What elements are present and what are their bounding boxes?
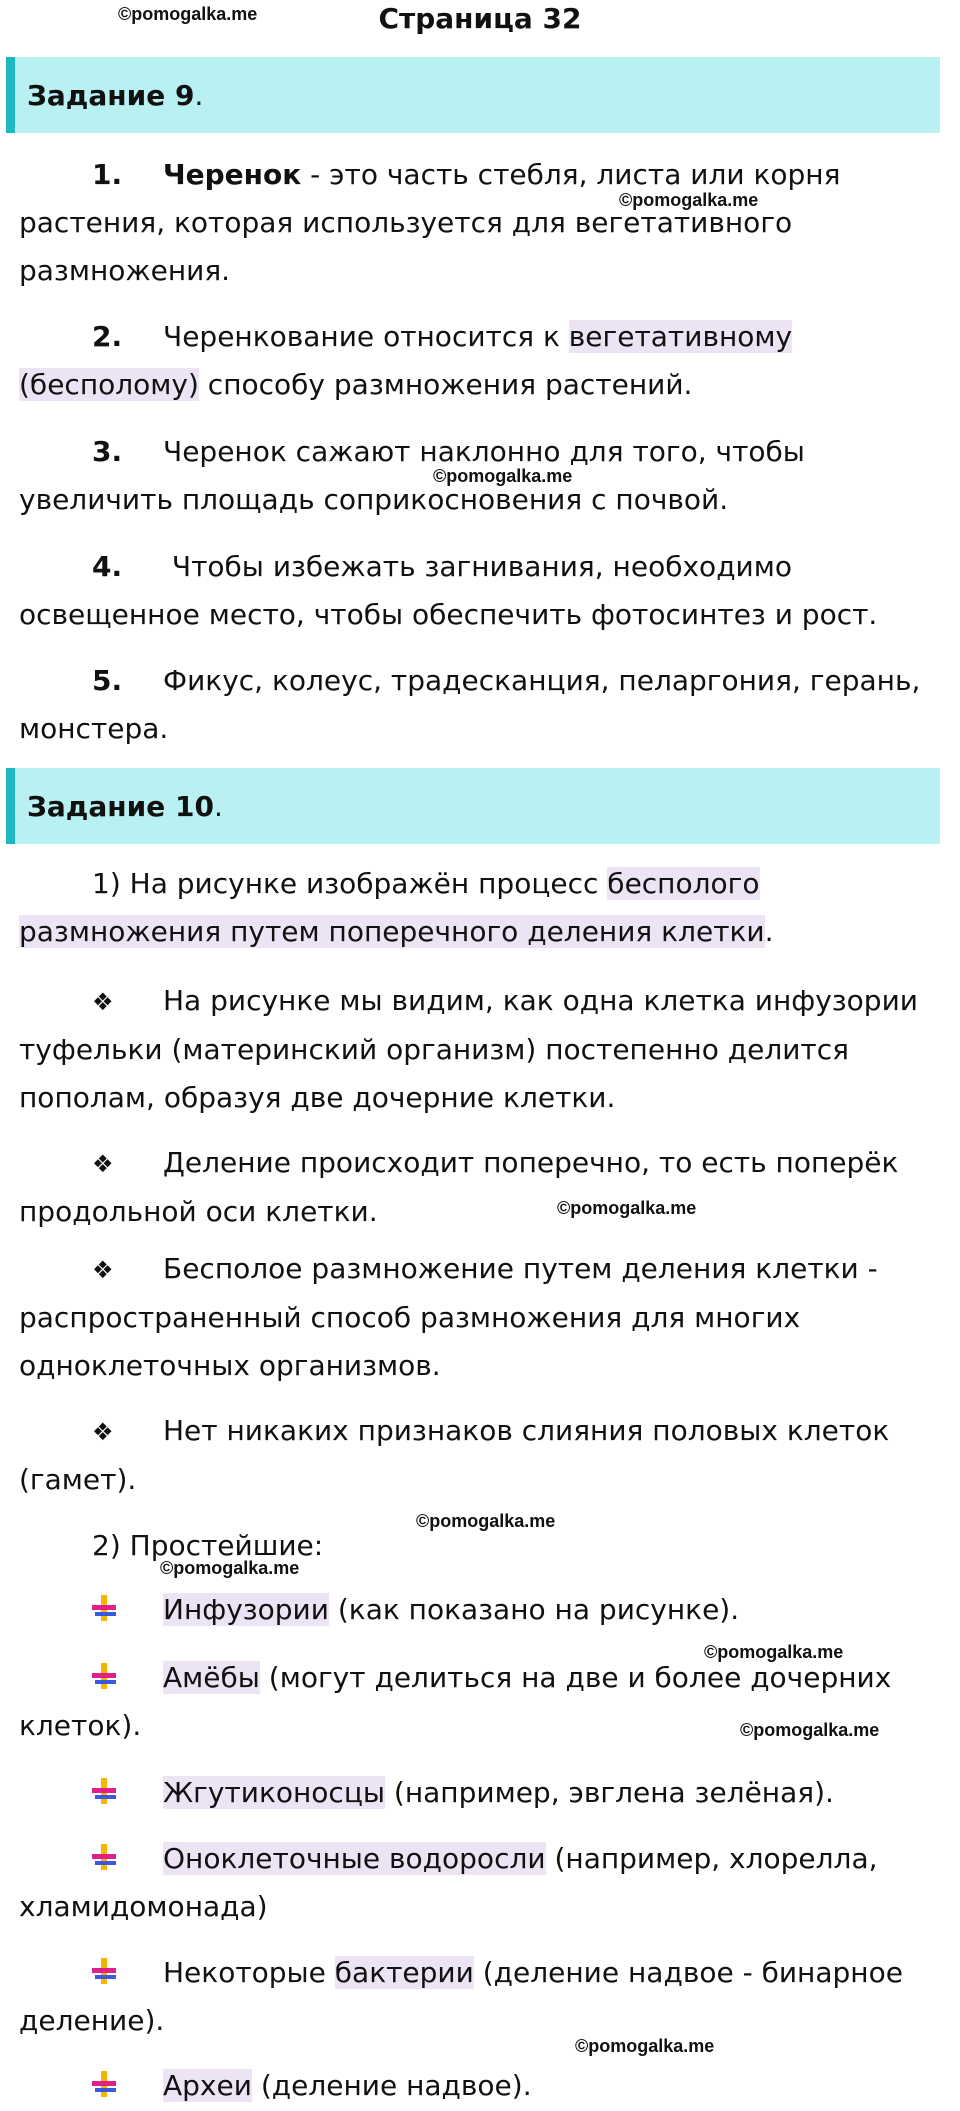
task-10-title: Задание 10: [27, 789, 214, 823]
watermark: ©pomogalka.me: [619, 190, 759, 210]
watermark: ©pomogalka.me: [704, 1642, 844, 1662]
watermark: ©pomogalka.me: [557, 1198, 697, 1218]
organism-item: Некоторые бактерии (деление надвое - бинарное деление).: [19, 1956, 903, 2037]
task-9-item-5: 5. Фикус, колеус, традесканция, пеларгония, герань, монстера.: [19, 657, 949, 753]
bullet-marker-icon: [92, 1595, 116, 1623]
highlight: бактерии: [334, 1956, 474, 1989]
watermark: ©pomogalka.me: [416, 1511, 556, 1531]
item-number: 5.: [92, 664, 123, 697]
task-9-item-3: 3. Черенок сажают наклонно для того, чтобы увеличить площадь соприкосновения с почвой.: [19, 428, 949, 524]
title-period: .: [194, 78, 204, 112]
task-9-item-2: 2. Черенкование относится к вегетативному (бесполому) способу размножения растений.: [19, 313, 949, 409]
watermark: ©pomogalka.me: [575, 2036, 715, 2056]
highlight: Амёбы: [163, 1661, 260, 1694]
watermark: ©pomogalka.me: [433, 466, 573, 486]
task-9-header: [6, 57, 940, 133]
task-10-header: [6, 768, 940, 844]
highlight: размножения путем поперечного деления клетки: [19, 915, 765, 948]
part-2-title: 2) Простейшие:: [92, 1529, 324, 1562]
organism-item: Археи (деление надвое).: [19, 2062, 949, 2110]
term-cherenok: Черенок: [163, 158, 302, 191]
highlight: Инфузории: [163, 1593, 329, 1626]
task-9-item-1: 1. Черенок - это часть стебля, листа или корня растения, которая используется для вегетативного размножения.: [19, 151, 949, 295]
item-number: 2.: [92, 320, 123, 353]
item-number: 4.: [92, 550, 123, 583]
watermark: ©pomogalka.me: [740, 1720, 880, 1740]
task-9-item-4: 4. Чтобы избежать загнивания, необходимо освещенное место, чтобы обеспечить фотосинтез и рост.: [19, 543, 949, 639]
diamond-bullet-icon: ❖: [92, 988, 114, 1016]
watermark: ©pomogalka.me: [118, 4, 258, 24]
diamond-bullet-icon: ❖: [92, 1418, 114, 1446]
organism-item: Амёбы (могут делиться на две и более дочерних клеток).: [19, 1661, 892, 1742]
highlight: вегетативному: [568, 320, 793, 353]
bullet-marker-icon: [92, 2071, 116, 2099]
task-10-bullet-1: ❖ На рисунке мы видим, как одна клетка инфузории туфельки (материнский организм) постепенно делится пополам, образуя две дочерние клетки.: [19, 977, 949, 1122]
highlight: бесполого: [607, 867, 760, 900]
highlight: (бесполому): [19, 368, 199, 401]
organism-item: Инфузории (как показано на рисунке).: [19, 1586, 949, 1634]
organism-item: Оноклеточные водоросли (например, хлорелла, хламидомонада): [19, 1842, 878, 1923]
task-9-title: Задание 9: [27, 78, 195, 112]
item-number: 1.: [92, 158, 123, 191]
task-10-bullet-2: ❖ Деление происходит поперечно, то есть поперёк продольной оси клетки.: [19, 1139, 949, 1236]
title-period: .: [213, 789, 223, 823]
highlight: Археи: [163, 2069, 252, 2102]
bullet-marker-icon: [92, 1844, 116, 1872]
item-number: 3.: [92, 435, 123, 468]
task-10-bullet-3: ❖ Бесполое размножение путем деления клетки - распространенный способ размножения для многих одноклеточных организмов.: [19, 1245, 949, 1390]
task-10-bullet-4: ❖ Нет никаких признаков слияния половых клеток (гамет).: [19, 1407, 949, 1504]
watermark: ©pomogalka.me: [160, 1558, 300, 1578]
highlight: Жгутиконосцы: [163, 1776, 385, 1809]
page-title: Страница 32: [378, 2, 582, 35]
highlight: Оноклеточные водоросли: [163, 1842, 546, 1875]
bullet-marker-icon: [92, 1778, 116, 1806]
bullet-marker-icon: [92, 1958, 116, 1986]
task-10-intro: 1) На рисунке изображён процесс бесполого размножения путем поперечного деления клетки.: [19, 867, 774, 948]
diamond-bullet-icon: ❖: [92, 1150, 114, 1178]
organism-item: Жгутиконосцы (например, эвглена зелёная).: [19, 1769, 949, 1817]
diamond-bullet-icon: ❖: [92, 1256, 114, 1284]
bullet-marker-icon: [92, 1663, 116, 1691]
